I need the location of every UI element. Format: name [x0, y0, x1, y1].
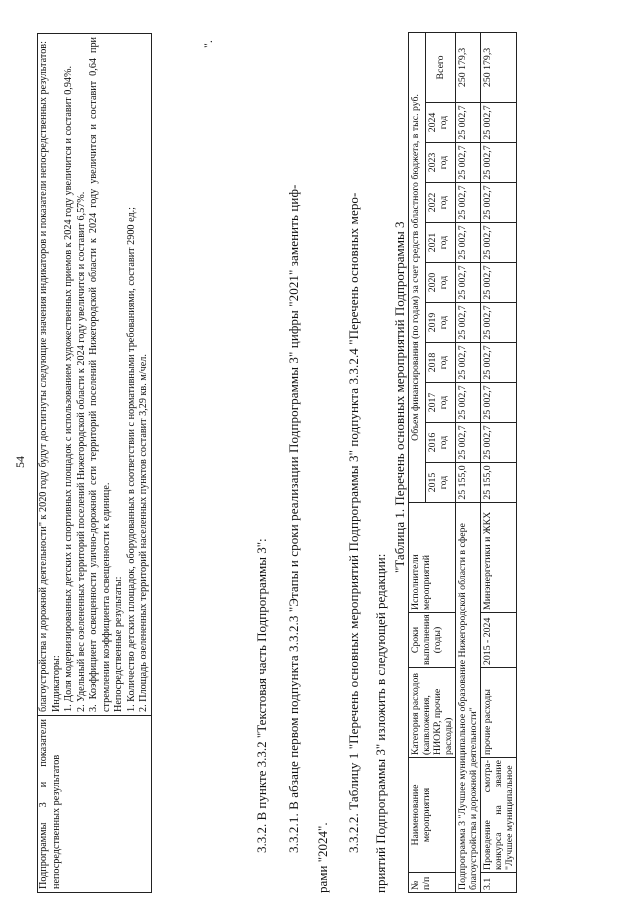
row-value: 25 002,7	[481, 343, 517, 383]
program-value: 25 002,7	[456, 183, 481, 223]
header-year: 2018 год	[425, 343, 455, 383]
rotated-page	[15, 33, 615, 893]
paragraph-3-3-2-2: 3.3.2.2. Таблицу 1 "Перечень основных мероприятий Подпрограммы 3" подпункта 3.3.2.4 "Перечень основных меро-	[346, 192, 361, 853]
table-caption: "Таблица 1. Перечень основных мероприятий Подпрограммы 3	[392, 221, 407, 573]
measures-table	[408, 32, 517, 893]
program-value: 25 002,7	[456, 423, 481, 463]
header-funding: Объем финансирования (по годам) за счет средств областного бюджета, в тыс. руб.	[409, 32, 426, 502]
summary-line: 1. Доля модернизированных детских и спортивных площадок с использованием художественных приемов к 2024 году увеличится и составит 0,94%.	[63, 65, 74, 712]
row-category: прочие расходы	[481, 668, 517, 758]
program-value: 25 002,7	[456, 223, 481, 263]
program-value: 25 002,7	[456, 143, 481, 183]
program-value: 25 002,7	[456, 263, 481, 303]
header-total: Всего	[425, 32, 455, 102]
page-number: 54	[13, 456, 27, 468]
row-executors: Минэнергетики и ЖКХ	[481, 503, 517, 613]
summary-line: Непосредственные результаты:	[113, 576, 124, 712]
header-term: Сроки выполнения (годы)	[409, 613, 456, 668]
paragraph-3-3-2-1: 3.3.2.1. В абзаце первом подпункта 3.3.2.3 "Этапы и сроки реализации Подпрограммы 3" цифры "2021" заменить циф-	[286, 184, 301, 853]
row-value: 25 155,0	[481, 463, 517, 503]
row-name: Проведение смотра-конкурса на звание "Лучшее муниципальное	[481, 758, 517, 873]
row-value: 25 002,7	[481, 263, 517, 303]
header-year: 2020 год	[425, 263, 455, 303]
row-num: 3.1	[481, 873, 517, 893]
summary-line: 2. Удельный вес озелененных территорий поселений Нижегородской области к 2024 году увеличится и составит 6,57%.	[75, 191, 87, 712]
header-year: 2024 год	[425, 103, 455, 143]
row-value: 25 002,7	[481, 423, 517, 463]
summary-line: 1. Количество детских площадок, оборудованных в соответствии с нормативными требованиями, составит 2900 ед.;	[125, 206, 137, 712]
closing-quote: ".	[201, 40, 215, 48]
header-year: 2021 год	[425, 223, 455, 263]
header-year: 2022 год	[425, 183, 455, 223]
row-value: 25 002,7	[481, 143, 517, 183]
header-year: 2023 год	[425, 143, 455, 183]
paragraph-3-3-2-1-cont: рами "2024".	[315, 822, 330, 893]
summary-line: благоустройства и дорожной деятельности" к 2020 году будут достигнуты следующие значения индикаторов и показатели непосредственных результатов:	[38, 41, 49, 712]
program-value: 25 155,0	[456, 463, 481, 503]
row-total: 250 179,3	[481, 32, 517, 102]
paragraph-3-3-2: 3.3.2. В пункте 3.3.2 "Текстовая часть Подпрограммы 3":	[254, 538, 269, 853]
header-num: № п/п	[409, 873, 456, 893]
summary-left-cell: Подпрограммы 3 и показатели непосредственных результатов	[38, 716, 152, 893]
row-value: 25 002,7	[481, 383, 517, 423]
program-value: 25 002,7	[456, 303, 481, 343]
row-value: 25 002,7	[481, 303, 517, 343]
row-value: 25 002,7	[481, 103, 517, 143]
header-year: 2017 год	[425, 383, 455, 423]
header-name: Наименование мероприятия	[409, 758, 456, 873]
program-value: 25 002,7	[456, 343, 481, 383]
program-title-cell: Подпрограмма 3 "Лучшее муниципальное образование Нижегородской области в сфере благоустройства и дорожной деятельности"	[456, 503, 481, 893]
header-year: 2016 год	[425, 423, 455, 463]
header-executors: Исполнители мероприятий	[409, 503, 456, 613]
row-term: 2015 - 2024	[481, 613, 517, 668]
summary-right-cell	[38, 34, 152, 716]
header-year: 2019 год	[425, 303, 455, 343]
summary-line: 3. Коэффициент освещенности улично-дорожной сети территорий поселений Нижегородской области к 2024 году увеличится и составит 0,64 при стремлении коэффициента освещенности к единице.	[88, 37, 112, 712]
program-value: 25 002,7	[456, 383, 481, 423]
row-value: 25 002,7	[481, 223, 517, 263]
program-value: 25 002,7	[456, 103, 481, 143]
summary-line: 2. Площадь озелененных территорий населенных пунктов составит 3,29 кв. м/чел.	[138, 354, 149, 712]
program-total: 250 179,3	[456, 32, 481, 102]
row-value: 25 002,7	[481, 183, 517, 223]
header-year: 2015 год	[425, 463, 455, 503]
summary-line: Индикаторы:	[50, 655, 62, 712]
summary-table	[37, 33, 152, 893]
paragraph-3-3-2-2-cont: приятий Подпрограммы 3" изложить в следующей редакции:	[373, 553, 388, 893]
header-category: Категория расходов (капвложения, НИОКР, прочие расходы)	[409, 668, 456, 758]
